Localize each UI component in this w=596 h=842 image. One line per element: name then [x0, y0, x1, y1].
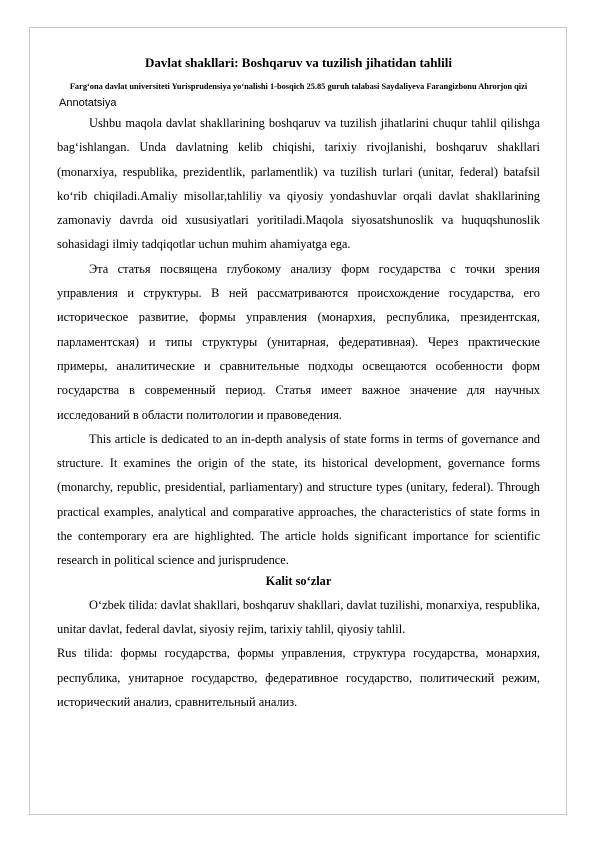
- abstract-uzbek: Ushbu maqola davlat shakllarining boshqaruv va tuzilish jihatlarini chuqur tahlil qilishga bag‘ishlangan. Unda davlatning kelib chiqishi, tarixiy rivojlanishi, boshqaruv shakllari (monarxiya, respublika, prezidentlik, parlamentlik) va tuzilish turlari (unitar, federal) batafsil ko‘rib chiqiladi.Amaliy misollar,tahliliy va qiyosiy yondashuvlar orqali davlat shakllarining zamonaviy davrda oid xususiyatlari yoritiladi.Maqola siyosatshunoslik va huquqshunoslik sohasidagi ilmiy tadqiqotlar uchun muhim ahamiyatga ega.: [57, 116, 540, 252]
- keywords-heading: Kalit so‘zlar: [265, 573, 332, 588]
- abstract-russian: Эта статья посвящена глубокому анализу форм государства с точки зрения управления и структуры. В ней рассматриваются происхождение государства, его историческое развитие, формы управления (монархия, республика, президентская, парламентская) и типы структуры (унитарная, федеративная). Через практические примеры, аналитические и сравнительные подходы освещаются особенности форм государства в современный период. Статья имеет важное значение для научных исследований в области политологии и правоведения.: [57, 261, 540, 422]
- paper-title: Davlat shakllari: Boshqaruv va tuzilish jihatidan tahlili: [144, 55, 452, 70]
- author-affiliation: Farg‘ona davlat universiteti Yurisprudensiya yo‘nalishi 1-bosqich 25.85 guruh talabasi Saydaliyeva Farangizbonu Ahrorjon qizi: [69, 82, 528, 91]
- abstract-english: This article is dedicated to an in-depth analysis of state forms in terms of governance and structure. It examines the origin of the state, its historical development, governance forms (monarchy, republic, presidential, parliamentary) and structure types (unitary, federal). Through practical examples, analytical and comparative approaches, the characteristics of state forms in the contemporary era are highlighted. The article holds significant importance for scientific research in political science and jurisprudence.: [57, 431, 540, 568]
- annotation-heading: Annotatsiya: [59, 97, 117, 109]
- document-content: [57, 55, 540, 714]
- keywords-uzbek: O‘zbek tilida: davlat shakllari, boshqaruv shakllari, davlat tuzilishi, monarxiya, respublika, unitar davlat, federal davlat, siyosiy rejim, tarixiy tahlil, qiyosiy tahlil.: [57, 597, 540, 636]
- keywords-russian: Rus tilida: формы государства, формы управления, структура государства, монархия, республика, унитарное государство, федеративное государство, политический режим, исторический анализ, сравнительный анализ.: [57, 646, 540, 709]
